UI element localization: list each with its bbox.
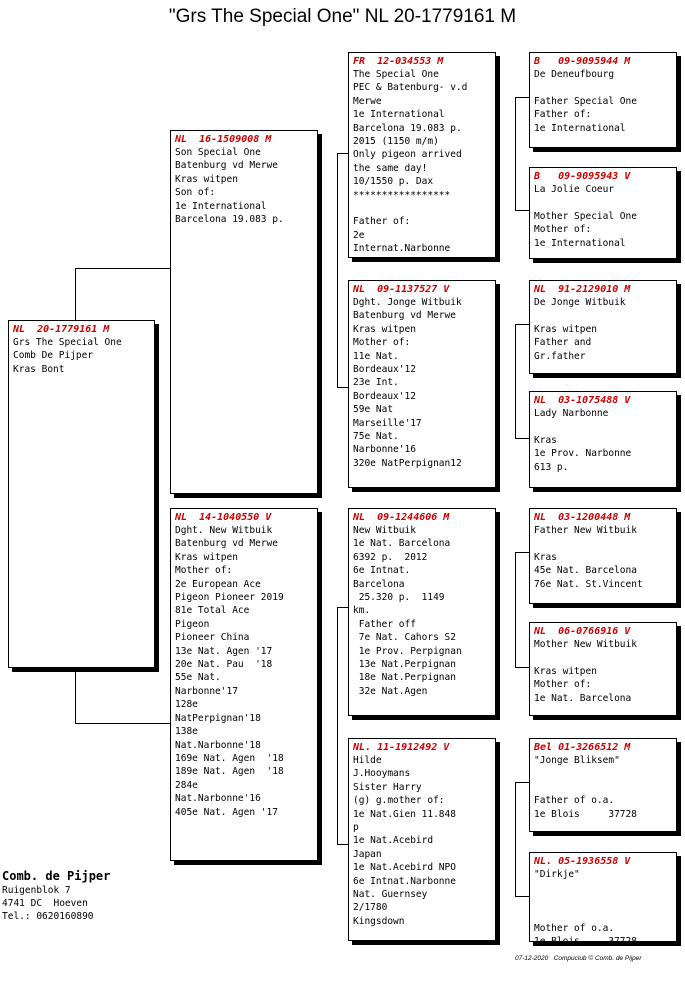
ring-number: NL 06-0766916 V (534, 626, 631, 637)
ring-number: B 09-9095944 M (534, 56, 631, 67)
ring-number: NL 91-2129010 M (534, 284, 631, 295)
ring-number: NL 20-1779161 M (13, 324, 110, 335)
dam-card[interactable] (170, 508, 318, 861)
ring-number: B 09-9095943 V (534, 171, 631, 182)
owner-block (2, 868, 110, 923)
pigeon-details: Dght. Jonge Witbuik Batenburg vd Merwe Kras witpen Mother of: 11e Nat. Bordeaux'12 23e Int. Bordeaux'12 59e Nat Marseille'17 75e Nat. Narbonne'16 320e NatPerpignan12 (353, 297, 462, 469)
pigeon-details: De Jonge Witbuik Kras witpen Father and Gr.father (534, 297, 626, 362)
connector (75, 268, 76, 322)
ring-number: NL. 05-1936558 V (534, 856, 631, 867)
subject-card[interactable] (8, 320, 155, 668)
owner-address: Ruigenblok 7 4741 DC Hoeven Tel.: 0620160890 (2, 885, 94, 922)
pigeon-details: De Deneufbourg Father Special One Father of: 1e International (534, 69, 637, 134)
ring-number: NL. 11-1912492 V (353, 742, 450, 753)
connector (515, 552, 516, 667)
great-grandparent-card[interactable] (529, 738, 677, 832)
pigeon-details: The Special One PEC & Batenburg- v.d Merwe 1e International Barcelona 19.083 p. 2015 (1150 m/m) Only pigeon arrived the same day! 10/1550 p. Dax ***************** Father of: 2e Internat.Narbonne (353, 69, 468, 255)
ring-number: NL 14-1040550 V (175, 512, 272, 523)
connector (75, 268, 172, 269)
ring-number: NL 09-1137527 V (353, 284, 450, 295)
connector (515, 324, 516, 438)
grandparent-card[interactable] (348, 738, 496, 941)
connector (515, 97, 516, 210)
pigeon-details: Son Special One Batenburg vd Merwe Kras witpen Son of: 1e International Barcelona 19.083 p. (175, 147, 284, 226)
ring-number: NL 03-1075488 V (534, 395, 631, 406)
grandparent-card[interactable] (348, 52, 496, 258)
grandparent-card[interactable] (348, 280, 496, 488)
pigeon-details: Dght. New Witbuik Batenburg vd Merwe Kras witpen Mother of: 2e European Ace Pigeon Pioneer 2019 81e Total Ace Pigeon Pioneer China 13e Nat. Agen '17 20e Nat. Pau '18 55e Nat. Narbonne'17 128e NatPerpignan'18 138e Nat.Narbonne'18 169e Nat. Agen '18 189e Nat. Agen '18 284e Nat.Narbonne'16 405e Nat. Agen '17 (175, 525, 284, 818)
ring-number: NL 09-1244606 M (353, 512, 450, 523)
connector (75, 666, 76, 723)
pigeon-details: Grs The Special One Comb De Pijper Kras Bont (13, 337, 122, 375)
ring-number: NL 03-1200448 M (534, 512, 631, 523)
ring-number: FR 12-034553 M (353, 56, 444, 67)
great-grandparent-card[interactable] (529, 391, 677, 488)
connector (515, 782, 516, 896)
grandparent-card[interactable] (348, 508, 496, 716)
ring-number: Bel 01-3266512 M (534, 742, 631, 753)
sire-card[interactable] (170, 130, 318, 494)
great-grandparent-card[interactable] (529, 508, 677, 604)
pigeon-details: Lady Narbonne Kras 1e Prov. Narbonne 613 p. (534, 408, 632, 473)
connector (337, 607, 338, 844)
footer-credit: 07-12-2020 Compuclub © Comb. de Pijper (515, 955, 642, 962)
ring-number: NL 16-1509008 M (175, 134, 272, 145)
pigeon-details: La Jolie Coeur Mother Special One Mother of: 1e International (534, 184, 637, 249)
page-title: "Grs The Special One" NL 20-1779161 M (168, 6, 517, 27)
great-grandparent-card[interactable] (529, 280, 677, 374)
great-grandparent-card[interactable] (529, 622, 677, 716)
great-grandparent-card[interactable] (529, 52, 677, 148)
connector (75, 723, 172, 724)
connector (337, 153, 338, 387)
great-grandparent-card[interactable] (529, 167, 677, 259)
owner-name: Comb. de Pijper (2, 869, 111, 883)
pigeon-details: "Jonge Bliksem" Father of o.a. 1e Blois 37728 (534, 755, 637, 820)
pigeon-details: Hilde J.Hooymans Sister Harry (g) g.mother of: 1e Nat.Gien 11.848 p 1e Nat.Acebird Japan 1e Nat.Acebird NPO 6e Intnat.Narbonne Nat. Guernsey 2/1780 Kingsdown (353, 755, 456, 927)
pigeon-details: Father New Witbuik Kras 45e Nat. Barcelona 76e Nat. St.Vincent (534, 525, 643, 590)
pigeon-details: Mother New Witbuik Kras witpen Mother of: 1e Nat. Barcelona (534, 639, 637, 704)
great-grandparent-card[interactable] (529, 852, 677, 948)
pigeon-details: "Dirkje" Mother of o.a. 1e Blois 37728 (534, 869, 637, 948)
pigeon-details: New Witbuik 1e Nat. Barcelona 6392 p. 2012 6e Intnat. Barcelona 25.320 p. 1149 km. Father off 7e Nat. Cahors S2 1e Prov. Perpignan 13e Nat.Perpignan 18e Nat.Perpignan 32e Nat.Agen (353, 525, 462, 697)
